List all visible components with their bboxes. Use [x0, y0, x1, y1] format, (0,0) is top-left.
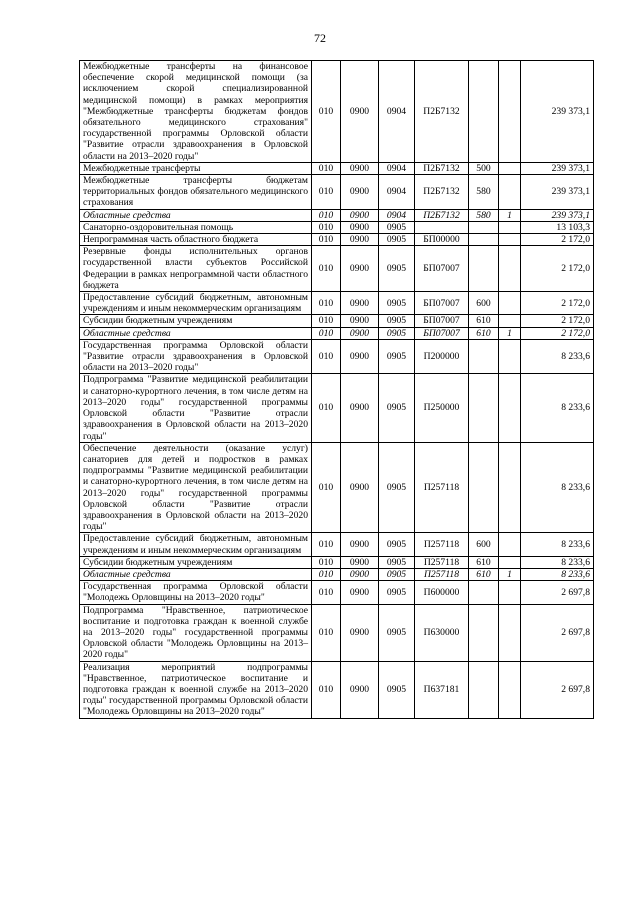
table-row [80, 234, 594, 246]
grbs-code: 010 [312, 209, 341, 221]
section-code: 0900 [341, 162, 379, 174]
expense-type-code [469, 61, 499, 163]
item-name: Обеспечение деятельности (оказание услуг) санаториев для детей и подростков в рамках подпрограммы "Развитие медицинской реабилитации и санаторно-курортного лечения, в том числе детям на 2013–2020 годы" государственной программы Орловской области "Развитие отрасли здравоохранения в Орловской области на 2013–2020 годы" [80, 442, 312, 533]
table-row [80, 292, 594, 315]
target-article-code: П257118 [415, 556, 469, 568]
target-article-code: П630000 [415, 604, 469, 661]
section-code: 0900 [341, 339, 379, 374]
table-row [80, 604, 594, 661]
expense-type-code: 610 [469, 568, 499, 580]
target-article-code: БП07007 [415, 315, 469, 327]
item-name: Межбюджетные трансферты бюджетам территориальных фондов обязательного медицинского страхования [80, 175, 312, 210]
amount: 2 697,8 [521, 581, 594, 604]
subsection-code: 0905 [379, 533, 415, 556]
grbs-code: 010 [312, 604, 341, 661]
subsection-code: 0905 [379, 581, 415, 604]
expense-type-code: 610 [469, 327, 499, 339]
item-name: Межбюджетные трансферты на финансовое обеспечение скорой медицинской помощи (за исключением скорой специализированной медицинской помощи) в рамках мероприятия "Межбюджетные трансферты бюджетам фондов обязательного медицинского страхования" государственной программы Орловской области "Развитие отрасли здравоохранения в Орловской области на 2013–2020 годы" [80, 61, 312, 163]
item-name: Санаторно-оздоровительная помощь [80, 221, 312, 233]
table-row [80, 339, 594, 374]
funding-source-code: 1 [499, 327, 521, 339]
amount: 8 233,6 [521, 374, 594, 442]
section-code: 0900 [341, 661, 379, 718]
grbs-code: 010 [312, 533, 341, 556]
item-name: Предоставление субсидий бюджетным, автономным учреждениям и иным некоммерческим организациям [80, 292, 312, 315]
funding-source-code [499, 581, 521, 604]
subsection-code: 0905 [379, 221, 415, 233]
table-row [80, 533, 594, 556]
target-article-code: П257118 [415, 568, 469, 580]
subsection-code: 0904 [379, 209, 415, 221]
funding-source-code [499, 246, 521, 292]
expense-type-code [469, 581, 499, 604]
item-name: Субсидии бюджетным учреждениям [80, 315, 312, 327]
funding-source-code [499, 374, 521, 442]
target-article-code: П200000 [415, 339, 469, 374]
subsection-code: 0905 [379, 442, 415, 533]
amount: 239 373,1 [521, 61, 594, 163]
funding-source-code [499, 61, 521, 163]
section-code: 0900 [341, 221, 379, 233]
grbs-code: 010 [312, 292, 341, 315]
funding-source-code [499, 661, 521, 718]
table-row [80, 581, 594, 604]
amount: 2 172,0 [521, 327, 594, 339]
subsection-code: 0905 [379, 339, 415, 374]
item-name: Государственная программа Орловской области "Развитие отрасли здравоохранения в Орловской области на 2013–2020 годы" [80, 339, 312, 374]
grbs-code: 010 [312, 246, 341, 292]
target-article-code: П637181 [415, 661, 469, 718]
item-name: Субсидии бюджетным учреждениям [80, 556, 312, 568]
section-code: 0900 [341, 292, 379, 315]
table-row [80, 442, 594, 533]
section-code: 0900 [341, 315, 379, 327]
expense-type-code: 580 [469, 209, 499, 221]
target-article-code: П257118 [415, 533, 469, 556]
amount: 2 172,0 [521, 292, 594, 315]
subsection-code: 0904 [379, 162, 415, 174]
expense-type-code: 600 [469, 292, 499, 315]
table-row [80, 175, 594, 210]
funding-source-code [499, 221, 521, 233]
table-row [80, 162, 594, 174]
item-name: Предоставление субсидий бюджетным, автономным учреждениям и иным некоммерческим организациям [80, 533, 312, 556]
amount: 2 697,8 [521, 604, 594, 661]
grbs-code: 010 [312, 581, 341, 604]
table-row [80, 315, 594, 327]
expense-type-code: 610 [469, 315, 499, 327]
amount: 8 233,6 [521, 339, 594, 374]
subsection-code: 0905 [379, 556, 415, 568]
expense-type-code [469, 234, 499, 246]
funding-source-code [499, 339, 521, 374]
subsection-code: 0905 [379, 234, 415, 246]
section-code: 0900 [341, 604, 379, 661]
grbs-code: 010 [312, 556, 341, 568]
section-code: 0900 [341, 556, 379, 568]
grbs-code: 010 [312, 61, 341, 163]
item-name: Резервные фонды исполнительных органов государственной власти субъектов Российской Федерации в рамках непрограммной части областного бюджета [80, 246, 312, 292]
table-row [80, 374, 594, 442]
amount: 8 233,6 [521, 442, 594, 533]
grbs-code: 010 [312, 175, 341, 210]
target-article-code [415, 221, 469, 233]
table-row [80, 246, 594, 292]
subsection-code: 0905 [379, 292, 415, 315]
section-code: 0900 [341, 234, 379, 246]
funding-source-code [499, 292, 521, 315]
item-name: Подпрограмма "Нравственное, патриотическое воспитание и подготовка граждан к военной службе на 2013–2020 годы" государственной программы Орловской области "Молодежь Орловщины на 2013–2020 годы" [80, 604, 312, 661]
grbs-code: 010 [312, 162, 341, 174]
target-article-code: БП07007 [415, 292, 469, 315]
grbs-code: 010 [312, 374, 341, 442]
subsection-code: 0905 [379, 661, 415, 718]
target-article-code: П2Б7132 [415, 61, 469, 163]
amount: 13 103,3 [521, 221, 594, 233]
item-name: Областные средства [80, 209, 312, 221]
item-name: Реализация мероприятий подпрограммы "Нравственное, патриотическое воспитание и подготовка граждан к военной службе на 2013–2020 годы" государственной программы Орловской области "Молодежь Орловщины на 2013–2020 годы" [80, 661, 312, 718]
section-code: 0900 [341, 374, 379, 442]
expense-type-code [469, 221, 499, 233]
expense-type-code: 500 [469, 162, 499, 174]
amount: 8 233,6 [521, 533, 594, 556]
subsection-code: 0905 [379, 568, 415, 580]
grbs-code: 010 [312, 661, 341, 718]
table-row [80, 209, 594, 221]
target-article-code: БП07007 [415, 246, 469, 292]
target-article-code: П250000 [415, 374, 469, 442]
section-code: 0900 [341, 568, 379, 580]
target-article-code: П257118 [415, 442, 469, 533]
funding-source-code [499, 175, 521, 210]
target-article-code: П2Б7132 [415, 162, 469, 174]
funding-source-code [499, 234, 521, 246]
amount: 239 373,1 [521, 209, 594, 221]
section-code: 0900 [341, 175, 379, 210]
table-row [80, 661, 594, 718]
grbs-code: 010 [312, 442, 341, 533]
budget-table [79, 60, 594, 719]
funding-source-code [499, 315, 521, 327]
amount: 239 373,1 [521, 162, 594, 174]
grbs-code: 010 [312, 234, 341, 246]
amount: 2 172,0 [521, 234, 594, 246]
amount: 2 172,0 [521, 246, 594, 292]
table-row [80, 221, 594, 233]
subsection-code: 0905 [379, 374, 415, 442]
amount: 2 697,8 [521, 661, 594, 718]
section-code: 0900 [341, 246, 379, 292]
grbs-code: 010 [312, 339, 341, 374]
funding-source-code [499, 604, 521, 661]
expense-type-code: 600 [469, 533, 499, 556]
subsection-code: 0905 [379, 246, 415, 292]
funding-source-code [499, 533, 521, 556]
target-article-code: П600000 [415, 581, 469, 604]
section-code: 0900 [341, 61, 379, 163]
funding-source-code: 1 [499, 568, 521, 580]
expense-type-code: 610 [469, 556, 499, 568]
table-row [80, 61, 594, 163]
funding-source-code [499, 556, 521, 568]
expense-type-code [469, 604, 499, 661]
expense-type-code [469, 339, 499, 374]
section-code: 0900 [341, 442, 379, 533]
subsection-code: 0904 [379, 61, 415, 163]
expense-type-code [469, 661, 499, 718]
funding-source-code [499, 162, 521, 174]
target-article-code: П2Б7132 [415, 175, 469, 210]
amount: 8 233,6 [521, 556, 594, 568]
table-body [80, 61, 594, 719]
subsection-code: 0905 [379, 315, 415, 327]
expense-type-code [469, 374, 499, 442]
expense-type-code [469, 442, 499, 533]
funding-source-code: 1 [499, 209, 521, 221]
item-name: Государственная программа Орловской области "Молодежь Орловщины на 2013–2020 годы" [80, 581, 312, 604]
item-name: Областные средства [80, 568, 312, 580]
section-code: 0900 [341, 581, 379, 604]
target-article-code: БП07007 [415, 327, 469, 339]
amount: 2 172,0 [521, 315, 594, 327]
table-row [80, 556, 594, 568]
page-number: 72 [314, 31, 326, 45]
grbs-code: 010 [312, 315, 341, 327]
section-code: 0900 [341, 209, 379, 221]
expense-type-code: 580 [469, 175, 499, 210]
amount: 239 373,1 [521, 175, 594, 210]
amount: 8 233,6 [521, 568, 594, 580]
item-name: Непрограммная часть областного бюджета [80, 234, 312, 246]
subsection-code: 0905 [379, 327, 415, 339]
target-article-code: П2Б7132 [415, 209, 469, 221]
section-code: 0900 [341, 327, 379, 339]
section-code: 0900 [341, 533, 379, 556]
item-name: Областные средства [80, 327, 312, 339]
grbs-code: 010 [312, 568, 341, 580]
subsection-code: 0905 [379, 604, 415, 661]
expense-type-code [469, 246, 499, 292]
grbs-code: 010 [312, 221, 341, 233]
target-article-code: БП00000 [415, 234, 469, 246]
grbs-code: 010 [312, 327, 341, 339]
item-name: Подпрограмма "Развитие медицинской реабилитации и санаторно-курортного лечения, в том числе детям на 2013–2020 годы" государственной программы Орловской области "Развитие отрасли здравоохранения в Орловской области на 2013–2020 годы" [80, 374, 312, 442]
table-row [80, 327, 594, 339]
item-name: Межбюджетные трансферты [80, 162, 312, 174]
subsection-code: 0904 [379, 175, 415, 210]
funding-source-code [499, 442, 521, 533]
table-row [80, 568, 594, 580]
